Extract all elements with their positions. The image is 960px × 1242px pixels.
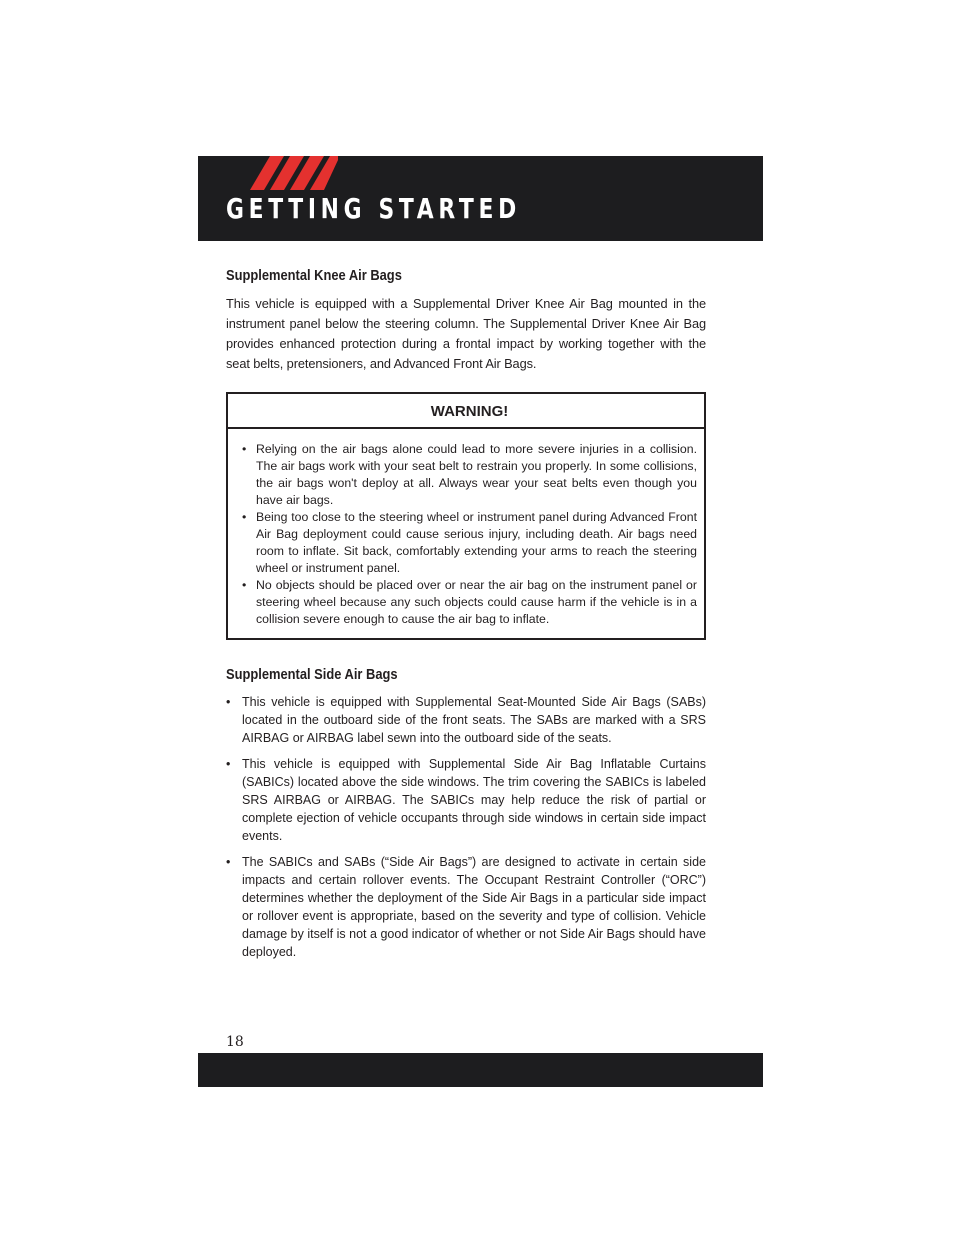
warning-item: • No objects should be placed over or near the air bag on the instrument panel or steering wheel because any such objects could cause harm if the vehicle is in a collision severe enough to cause the air bag to inflate.	[242, 577, 697, 628]
list-item: • The SABICs and SABs (“Side Air Bags”) are designed to activate in certain side impacts and certain rollover events. The Occupant Restraint Controller (“ORC”) determines whether the deployment of the Side Air Bags in a particular side impact or rollover event is appropriate, based on the severity and type of collision. Vehicle damage by itself is not a good indicator of whether or not Side Air Bags should have deployed.	[226, 853, 706, 961]
footer-band	[198, 1053, 763, 1087]
page-content	[226, 267, 706, 969]
warning-divider	[228, 427, 704, 429]
header-band	[198, 156, 763, 241]
list-item: • This vehicle is equipped with Supplemental Seat-Mounted Side Air Bags (SABs) located in the outboard side of the front seats. The SABs are marked with a SRS AIRBAG or AIRBAG label sewn into the outboard side of the seats.	[226, 693, 706, 747]
page-number: 18	[226, 1034, 244, 1050]
side-airbags-list	[226, 693, 706, 961]
knee-airbags-paragraph: This vehicle is equipped with a Supplemental Driver Knee Air Bag mounted in the instrument panel below the steering column. The Supplemental Driver Knee Air Bag provides enhanced protection during a frontal impact by working together with the seat belts, pretensioners, and Advanced Front Air Bags.	[226, 296, 706, 371]
section-title: GETTING STARTED	[226, 192, 521, 225]
warning-item: • Being too close to the steering wheel or instrument panel during Advanced Front Air Bag deployment could cause serious injury, including death. Air bags need room to inflate. Sit back, comfortably extending your arms to reach the steering wheel or instrument panel.	[242, 509, 697, 577]
warning-list	[242, 441, 697, 628]
warning-box	[226, 392, 706, 640]
side-airbags-heading: Supplemental Side Air Bags	[226, 666, 398, 683]
list-item: • This vehicle is equipped with Supplemental Side Air Bag Inflatable Curtains (SABICs) located above the side windows. The trim covering the SABICs is labeled SRS AIRBAG or AIRBAG. The SABICs may help reduce the risk of partial or complete ejection of vehicle occupants through side windows in certain side impact events.	[226, 755, 706, 845]
warning-title: WARNING!	[430, 403, 509, 420]
brand-stripes-icon	[198, 156, 338, 192]
knee-airbags-heading: Supplemental Knee Air Bags	[226, 267, 402, 284]
warning-item: • Relying on the air bags alone could lead to more severe injuries in a collision. The air bags work with your seat belt to restrain you properly. In some collisions, the air bags won't deploy at all. Always wear your seat belts even though you have air bags.	[242, 441, 697, 509]
